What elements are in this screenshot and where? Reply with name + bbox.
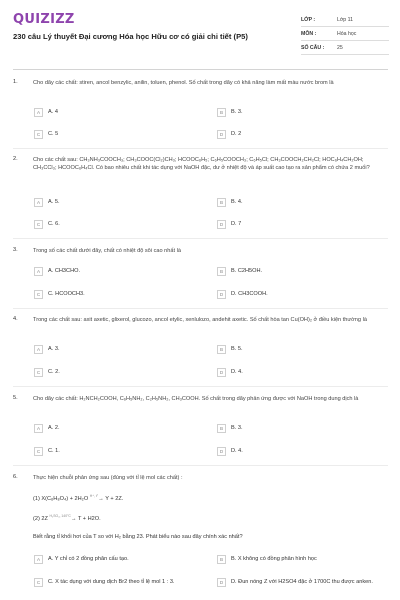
reaction-arrow: →	[70, 515, 77, 522]
option-text: D. 7	[231, 221, 242, 227]
option-text: C. X tác dụng với dung dịch Br2 theo tỉ lệ mol 1 : 3.	[48, 579, 175, 585]
option-letter-box: A	[34, 108, 43, 117]
question-divider	[13, 308, 388, 309]
quizizz-logo: QUIZIZZ	[13, 12, 75, 27]
option-letter-box: B	[217, 555, 226, 564]
question-text: Trong các chất sau: axit axetic, glixerol, glucozo, ancol etylic, xenlulozo, andehit axetic. Số chất hòa tan Cu(OH)₂ ở điều kiện thường là	[33, 317, 367, 323]
question-text: Cho các chất sau: CH₃NH₃COOCH₃; CH₃COOC(Cl₂)CH₃; HCOOC₆H₅; C₆H₅COOCH₃; C₆H₅Cl; CH₃COOCH₂CH₂Cl; HOC₆H₄CH₂OH; CH₃CCl₃; HCOOC₆H₄Cl. Có bao nhiêu chất khi tác dụng với NaOH đặc, dư ở nhiệt độ và áp suất cao tạo ra sản phẩm có chứa 2 muối?	[33, 157, 370, 172]
option-letter-box: B	[217, 345, 226, 354]
option-3a[interactable]	[34, 267, 80, 279]
option-text: C. 6.	[48, 221, 60, 227]
option-text: D. 4.	[231, 448, 243, 454]
reaction-equation-1: (1) X(C₆H₈O₄) + 2H₂O $^{H^+, t^\circ}$→ Y + 2Z.	[33, 494, 124, 502]
question-text: Trong số các chất dưới đây, chất có nhiệt độ sôi cao nhất là	[33, 248, 181, 254]
reaction-arrow: →	[98, 495, 104, 502]
header-divider	[13, 69, 388, 70]
option-text: B. 3.	[231, 109, 243, 115]
option-letter-box: A	[34, 198, 43, 207]
question-number: 4.	[13, 316, 18, 322]
option-6d[interactable]	[217, 578, 387, 590]
option-letter-box: C	[34, 130, 43, 139]
option-text: C. 1.	[48, 448, 60, 454]
option-3d[interactable]	[217, 290, 268, 302]
question-divider	[13, 386, 388, 387]
option-text: D. CH3COOH.	[231, 291, 268, 297]
option-1c[interactable]	[34, 130, 58, 142]
question-text: Cho dãy các chất: stiren, ancol benzylic, anilin, toluen, phenol. Số chất trong dãy có khả năng làm mất màu nước brom là	[33, 80, 334, 86]
meta-divider	[301, 40, 389, 41]
option-letter-box: D	[217, 220, 226, 229]
option-text: A. 5.	[48, 199, 60, 205]
option-text: A. 3.	[48, 346, 60, 352]
option-text: B. 4.	[231, 199, 243, 205]
option-letter-box: D	[217, 290, 226, 299]
meta-subject: MÔN : Hóa học	[301, 31, 357, 37]
option-letter-box: D	[217, 130, 226, 139]
option-letter-box: A	[34, 555, 43, 564]
option-text: B. 5.	[231, 346, 243, 352]
option-2a[interactable]	[34, 198, 60, 210]
option-letter-box: C	[34, 578, 43, 587]
option-text: B. X không có đồng phân hình học	[231, 556, 317, 562]
option-text: C. HCOOCH3.	[48, 291, 85, 297]
option-4c[interactable]	[34, 368, 60, 380]
option-text: C. 5	[48, 131, 59, 137]
question-divider	[13, 465, 388, 466]
option-letter-box: B	[217, 198, 226, 207]
option-letter-box: A	[34, 345, 43, 354]
meta-grade: LỚP : Lớp 11	[301, 17, 353, 23]
option-1b[interactable]	[217, 108, 243, 120]
option-letter-box: C	[34, 220, 43, 229]
option-letter-box: C	[34, 290, 43, 299]
page-title: 230 câu Lý thuyết Đại cương Hóa học Hữu cơ có giải chi tiết (P5)	[13, 32, 248, 41]
option-6a[interactable]	[34, 555, 129, 567]
option-letter-box: B	[217, 424, 226, 433]
option-text: A. 4	[48, 109, 58, 115]
page-header	[0, 0, 400, 68]
reaction-condition: H⁺, t°	[89, 494, 99, 498]
option-2d[interactable]	[217, 220, 241, 232]
option-letter-box: C	[34, 368, 43, 377]
option-1a[interactable]	[34, 108, 58, 120]
option-text: D. 4.	[231, 369, 243, 375]
meta-divider	[301, 54, 389, 55]
option-text: B. C2H5OH.	[231, 268, 263, 274]
option-text: C. 2.	[48, 369, 60, 375]
option-2c[interactable]	[34, 220, 60, 232]
question-divider	[13, 238, 388, 239]
question-number: 6.	[13, 474, 18, 480]
option-text: A. Y chỉ có 2 đồng phân cấu tạo.	[48, 556, 129, 562]
option-text: B. 3.	[231, 425, 243, 431]
question-number: 5.	[13, 395, 18, 401]
option-letter-box: D	[217, 368, 226, 377]
option-1d[interactable]	[217, 130, 241, 142]
option-letter-box: C	[34, 447, 43, 456]
reaction-condition: H₂SO₄, 140°C	[49, 514, 71, 518]
option-5c[interactable]	[34, 447, 60, 459]
option-5a[interactable]	[34, 424, 60, 436]
option-3c[interactable]	[34, 290, 85, 302]
option-5d[interactable]	[217, 447, 243, 459]
question-number: 1.	[13, 79, 18, 85]
question-number: 2.	[13, 156, 18, 162]
question-text: Thực hiện chuỗi phản ứng sau (đúng với tỉ lệ mol các chất) :	[33, 475, 183, 481]
meta-count: SỐ CÂU : 25	[301, 45, 343, 51]
option-letter-box: A	[34, 424, 43, 433]
option-6c[interactable]	[34, 578, 175, 590]
option-letter-box: A	[34, 267, 43, 276]
option-2b[interactable]	[217, 198, 243, 210]
option-letter-box: B	[217, 267, 226, 276]
option-5b[interactable]	[217, 424, 243, 436]
option-letter-box: D	[217, 447, 226, 456]
reaction-equation-2: (2) 2Z $^{H_2SO_4, 140^\circ C}$→ T + H2O.	[33, 514, 101, 522]
option-3b[interactable]	[217, 267, 262, 279]
option-6b[interactable]	[217, 555, 317, 567]
question-number: 3.	[13, 247, 18, 253]
option-text: D. Đun nóng Z với H2SO4 đặc ở 1700C thu được anken.	[231, 579, 373, 585]
option-4b[interactable]	[217, 345, 243, 357]
option-text: D. 2	[231, 131, 242, 137]
option-4d[interactable]	[217, 368, 243, 380]
option-letter-box: B	[217, 108, 226, 117]
question-note: Biết rằng tỉ khối hơi của T so với H₂ bằng 23. Phát biểu nào sau đây chính xác nhất?	[33, 534, 243, 540]
question-divider	[13, 148, 388, 149]
option-text: A. CH3CHO.	[48, 268, 81, 274]
meta-divider	[301, 26, 389, 27]
option-letter-box: D	[217, 578, 226, 587]
option-text: A. 2.	[48, 425, 60, 431]
question-text: Cho dãy các chất: H₂NCH₂COOH, C₆H₅NH₂, C₂H₅NH₂, CH₃COOH. Số chất trong dãy phản ứng được với NaOH trong dung dịch là	[33, 396, 359, 402]
option-4a[interactable]	[34, 345, 60, 357]
